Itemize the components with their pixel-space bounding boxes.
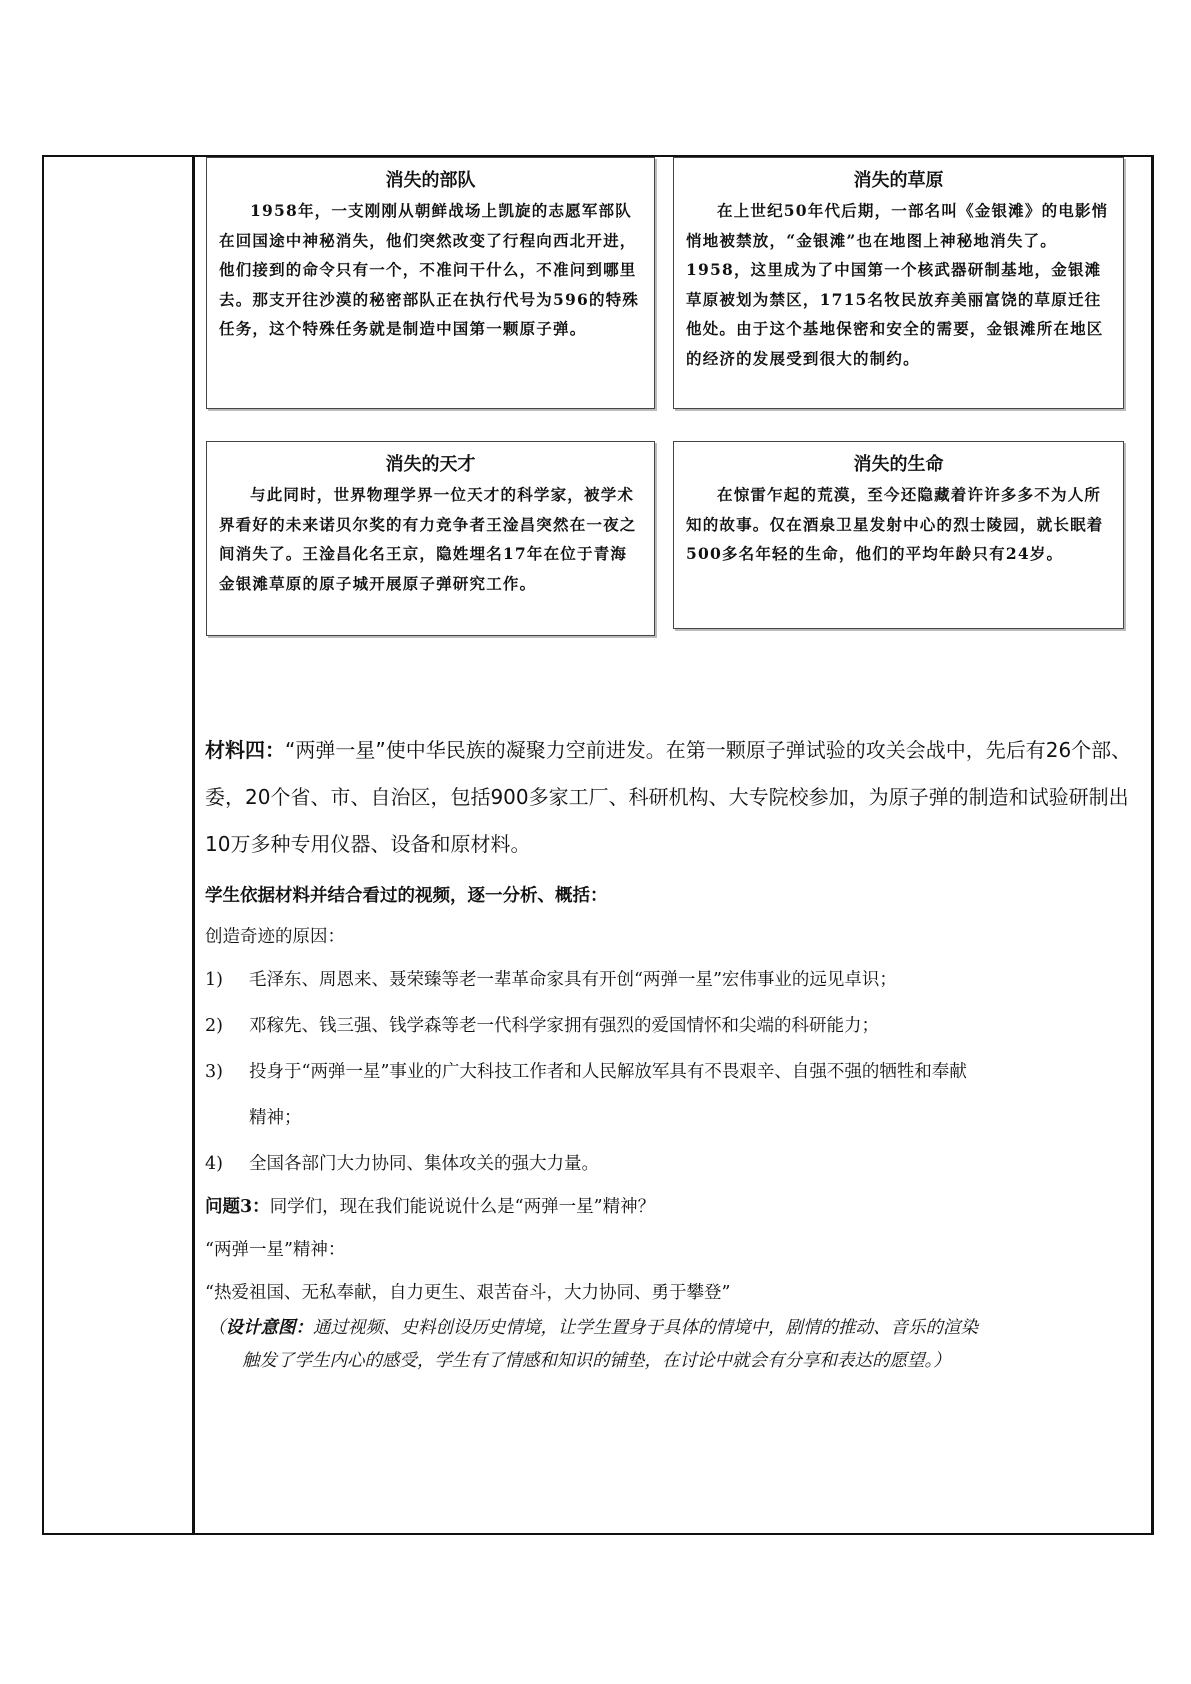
reason-number: 1) [205, 970, 223, 990]
story-box-troops [206, 157, 655, 409]
reason-number: 2) [205, 1016, 223, 1036]
spirit-text: “热爱祖国、无私奉献，自力更生、艰苦奋斗，大力协同、勇于攀登” [205, 1283, 731, 1303]
question-three-text: 同学们，现在我们能说说什么是“两弹一星”精神？ [269, 1197, 656, 1217]
reason-item [205, 1058, 967, 1083]
reason-text: 投身于“两弹一星”事业的广大科技工作者和人民解放军具有不畏艰辛、自强不强的牺牲和奉献 [249, 1062, 967, 1082]
design-open: （ [208, 1318, 226, 1338]
design-intent [208, 1312, 1143, 1378]
reason-text: 邓稼先、钱三强、钱学森等老一代科学家拥有强烈的爱国情怀和尖端的科研能力； [249, 1016, 879, 1036]
reason-continuation: 精神； [249, 1108, 302, 1128]
story-box-body: 与此同时，世界物理学界一位天才的科学家，被学术界看好的未来诺贝尔奖的有力竞争者王淦昌突然在一夜之间消失了。王淦昌化名王京，隐姓埋名17年在位于青海金银滩草原的原子城开展原子弹研究工作。 [219, 485, 637, 593]
material-four-text: “两弹一星”使中华民族的凝聚力空前进发。在第一颗原子弹试验的攻关会战中，先后有26个部、委，20个省、市、自治区，包括900多家工厂、科研机构、大专院校参加，为原子弹的制造和试验研制出10万多种专用仪器、设备和原材料。 [205, 738, 1132, 856]
design-intent-label: 设计意图： [225, 1318, 313, 1338]
story-box-title: 消失的天才 [385, 454, 476, 475]
reason-item [205, 1150, 599, 1175]
story-box-genius [206, 441, 655, 636]
story-box-body: 1958年，一支刚刚从朝鲜战场上凯旋的志愿军部队在回国途中神秘消失，他们突然改变了行程向西北开进，他们接到的命令只有一个，不准问干什么，不准问到哪里去。那支开往沙漠的秘密部队正在执行代号为596的特殊任务，这个特殊任务就是制造中国第一颗原子弹。 [219, 201, 640, 338]
reason-text: 毛泽东、周恩来、聂荣臻等老一辈革命家具有开创“两弹一星”宏伟事业的远见卓识； [249, 970, 897, 990]
reasons-title: 创造奇迹的原因： [205, 927, 345, 947]
column-divider [192, 157, 195, 1533]
design-intent-line2: 触发了学生内心的感受，学生有了情感和知识的铺垫，在讨论中就会有分享和表达的愿望。） [242, 1351, 951, 1371]
reason-item [205, 966, 897, 991]
reason-number: 4) [205, 1154, 223, 1174]
story-box-title: 消失的部队 [385, 170, 476, 191]
story-box-body: 在上世纪50年代后期，一部名叫《金银滩》的电影悄悄地被禁放，“金银滩”也在地图上神秘地消失了。1958，这里成为了中国第一个核武器研制基地，金银滩草原被划为禁区，1715名牧民放弃美丽富饶的草原迁往他处。由于这个基地保密和安全的需要，金银滩所在地区的经济的发展受到很大的制约。 [686, 201, 1109, 368]
reason-text: 全国各部门大力协同、集体攻关的强大力量。 [249, 1154, 599, 1174]
story-box-title: 消失的草原 [853, 170, 944, 191]
spirit-label: “两弹一星”精神： [205, 1240, 346, 1260]
question-three [205, 1193, 655, 1218]
analysis-prompt: 学生依据材料并结合看过的视频，逐一分析、概括： [205, 886, 608, 906]
design-intent-line1: 通过视频、史料创设历史情境，让学生置身于具体的情境中，剧情的推动、音乐的渲染 [313, 1318, 978, 1338]
material-four [205, 727, 1140, 868]
material-four-label: 材料四： [205, 738, 285, 762]
question-three-label: 问题3： [205, 1197, 270, 1217]
reason-item [205, 1012, 879, 1037]
story-box-lives [673, 441, 1124, 629]
reason-number: 3) [205, 1062, 223, 1082]
story-box-title: 消失的生命 [853, 454, 944, 475]
story-box-grassland [673, 157, 1124, 409]
story-box-body: 在惊雷乍起的荒漠，至今还隐藏着许许多多不为人所知的故事。仅在酒泉卫星发射中心的烈士陵园，就长眠着500多名年轻的生命，他们的平均年龄只有24岁。 [686, 485, 1104, 563]
